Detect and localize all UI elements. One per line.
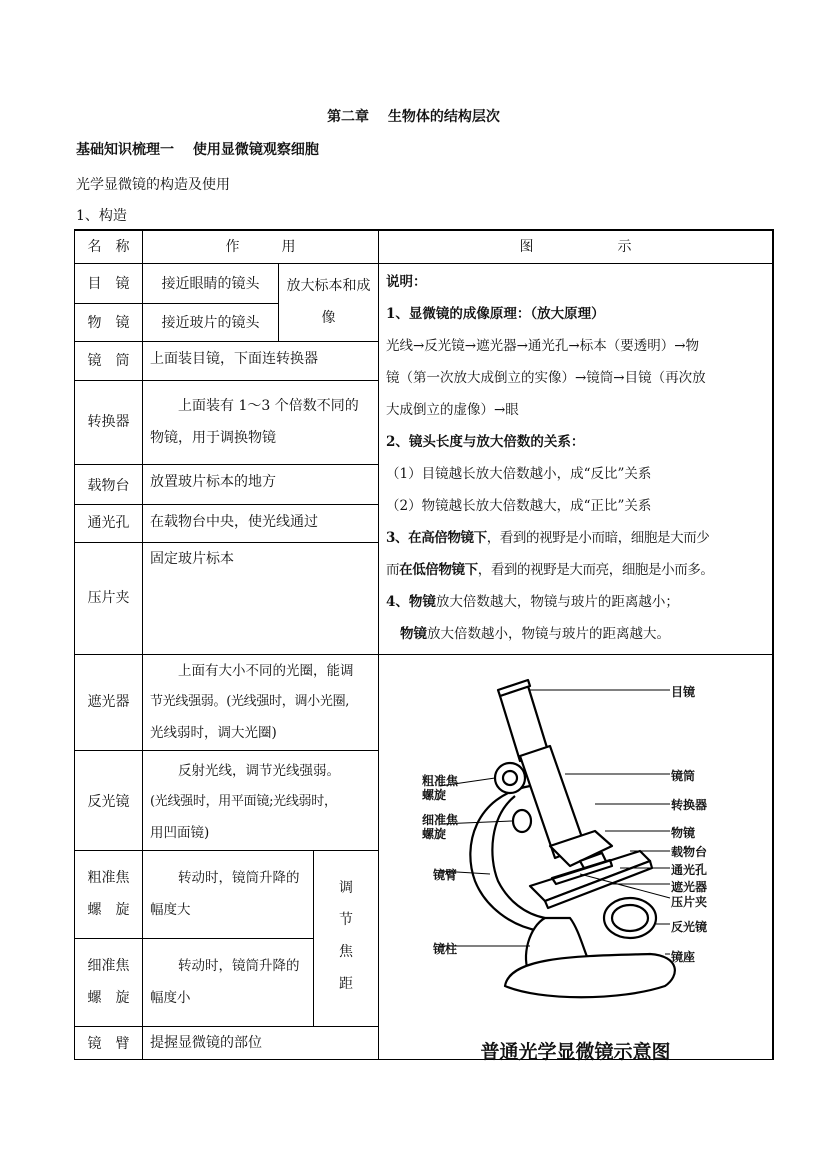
explanation-p4-bold-c: 物镜 <box>400 626 427 642</box>
row-func-eyepiece: 接近眼睛的镜头 <box>161 276 260 292</box>
explanation-p3-text-c: 而 <box>386 562 400 578</box>
row-func-mirror-1: 反射光线，调节光线强弱。 <box>178 763 340 779</box>
row-func-diaphragm-2: 节光线强弱。(光线强时，调小光圈, <box>150 694 350 709</box>
row-func-tube: 上面装目镜，下面连转换器 <box>150 351 318 367</box>
subsection-heading: 1、构造 <box>76 208 127 224</box>
coarse-knob <box>495 763 525 793</box>
diagram-label-objective: 物镜 <box>671 826 696 840</box>
focus-note-3: 焦 <box>339 944 353 960</box>
diagram-label-mirror: 反光镜 <box>671 920 708 934</box>
diagram-label-converter: 转换器 <box>671 798 708 812</box>
diagram-label-arm: 镜臂 <box>433 868 458 882</box>
diagram-caption: 普通光学显微镜示意图 <box>480 1041 671 1063</box>
row-func-diaphragm-3: 光线弱时，调大光圈) <box>150 725 277 741</box>
explanation-p3-line1 <box>386 522 771 554</box>
row-func-mirror-2: (光线强时，用平面镜;光线弱时， <box>150 794 337 809</box>
diagram-label-tube: 镜筒 <box>671 769 696 783</box>
row-func-arm: 提握显微镜的部位 <box>150 1035 262 1051</box>
explanation-p1-line1: 光线→反光镜→遮光器→通光孔→标本（要透明）→物 <box>386 338 700 354</box>
diagram-label-diaphragm: 遮光器 <box>671 880 708 894</box>
row-name-coarse-2: 螺 旋 <box>87 902 130 918</box>
diagram-label-fine-1: 细准焦 <box>422 813 459 827</box>
fine-knob <box>513 810 531 832</box>
row-name-tube: 镜 筒 <box>87 353 130 369</box>
row-name-eyepiece: 目 镜 <box>87 276 130 292</box>
subtitle: 光学显微镜的构造及使用 <box>76 177 230 193</box>
explanation-p3-bold-d: 在低倍物镜下 <box>399 562 478 578</box>
diagram-label-fine-2: 螺旋 <box>422 827 447 841</box>
focus-note-1: 调 <box>339 880 353 896</box>
diagram-label-coarse-1: 粗准焦 <box>422 774 459 788</box>
explanation-p2-title: 2、镜头长度与放大倍数的关系： <box>386 434 585 450</box>
row-func-coarse-1: 转动时，镜筒升降的 <box>178 870 300 886</box>
row-func-diaphragm-1: 上面有大小不同的光圈，能调 <box>178 663 354 679</box>
diagram-label-base: 镜座 <box>671 950 696 964</box>
header-function: 作 用 <box>225 239 296 255</box>
row-name-clip: 压片夹 <box>87 590 130 606</box>
row-name-converter: 转换器 <box>87 414 130 430</box>
explanation-p3-line2 <box>386 554 771 586</box>
row-func-objective: 接近玻片的镜头 <box>161 315 260 331</box>
explanation-p4-bold-a: 4、物镜 <box>386 594 436 610</box>
header-figure: 图 示 <box>519 239 632 255</box>
row-name-stage: 载物台 <box>87 478 130 494</box>
explanation-p4-text-b: 放大倍数越大，物镜与玻片的距离越小； <box>435 594 679 610</box>
diagram-label-coarse-2: 螺旋 <box>422 788 447 802</box>
page-title: 第二章 生物体的结构层次 <box>327 109 500 125</box>
row-func-converter-1: 上面装有 1～3 个倍数不同的 <box>178 398 359 414</box>
row-name-diaphragm: 遮光器 <box>87 694 130 710</box>
row-name-mirror: 反光镜 <box>87 794 130 810</box>
explanation-p1-line2: 镜（第一次放大成倒立的实像）→镜筒→目镜（再次放 <box>386 370 706 386</box>
explanation-p3-bold-a: 3、在高倍物镜下 <box>386 530 487 546</box>
explanation-p4-text-d: 放大倍数越小，物镜与玻片的距离越大。 <box>427 626 670 642</box>
row-name-fine-2: 螺 旋 <box>87 990 130 1006</box>
section-heading: 基础知识梳理一 使用显微镜观察细胞 <box>76 142 319 158</box>
explanation-p2-line1: （1）目镜越长放大倍数越小，成“反比”关系 <box>386 466 652 482</box>
explanation-p2-line2: （2）物镜越长放大倍数越大，成“正比”关系 <box>386 498 652 514</box>
explanation-block <box>386 266 771 650</box>
diagram-label-pillar: 镜柱 <box>433 942 458 956</box>
row-name-coarse-1: 粗准焦 <box>87 870 130 886</box>
row-func-coarse-2: 幅度大 <box>150 902 191 918</box>
row-func-aperture: 在载物台中央，使光线通过 <box>150 514 318 530</box>
focus-note-4: 距 <box>339 976 353 992</box>
focus-note-2: 节 <box>339 912 353 928</box>
explanation-head: 说明： <box>386 274 427 290</box>
explanation-p3-text-e: ，看到的视野是大而亮，细胞是小而多。 <box>477 562 714 578</box>
row-func-shared: 放大标本和成像 <box>286 278 371 326</box>
header-name: 名 称 <box>87 239 130 255</box>
explanation-p4-line2 <box>386 618 771 650</box>
row-func-converter-2: 物镜，用于调换物镜 <box>150 430 276 446</box>
row-name-fine-1: 细准焦 <box>87 958 130 974</box>
row-func-fine-2: 幅度小 <box>150 990 191 1006</box>
microscope-diagram <box>380 656 772 1059</box>
explanation-p4-line1 <box>386 586 771 618</box>
row-name-objective: 物 镜 <box>87 315 130 331</box>
row-func-stage: 放置玻片标本的地方 <box>150 474 276 490</box>
explanation-p1-title: 1、显微镜的成像原理：（放大原理） <box>386 306 605 322</box>
diagram-label-aperture: 通光孔 <box>671 863 708 877</box>
diagram-label-clip: 压片夹 <box>671 895 708 909</box>
row-func-fine-1: 转动时，镜筒升降的 <box>178 958 300 974</box>
row-name-arm: 镜 臂 <box>87 1036 130 1052</box>
diagram-label-stage: 载物台 <box>671 845 708 859</box>
row-name-aperture: 通光孔 <box>87 515 130 531</box>
row-func-mirror-3: 用凹面镜) <box>150 825 210 841</box>
diagram-label-eyepiece: 目镜 <box>671 685 696 699</box>
explanation-p3-text-b: ，看到的视野是小而暗，细胞是大而少 <box>486 530 710 546</box>
row-func-clip: 固定玻片标本 <box>150 551 234 567</box>
explanation-p1-line3: 大成倒立的虚像）→眼 <box>386 402 519 418</box>
